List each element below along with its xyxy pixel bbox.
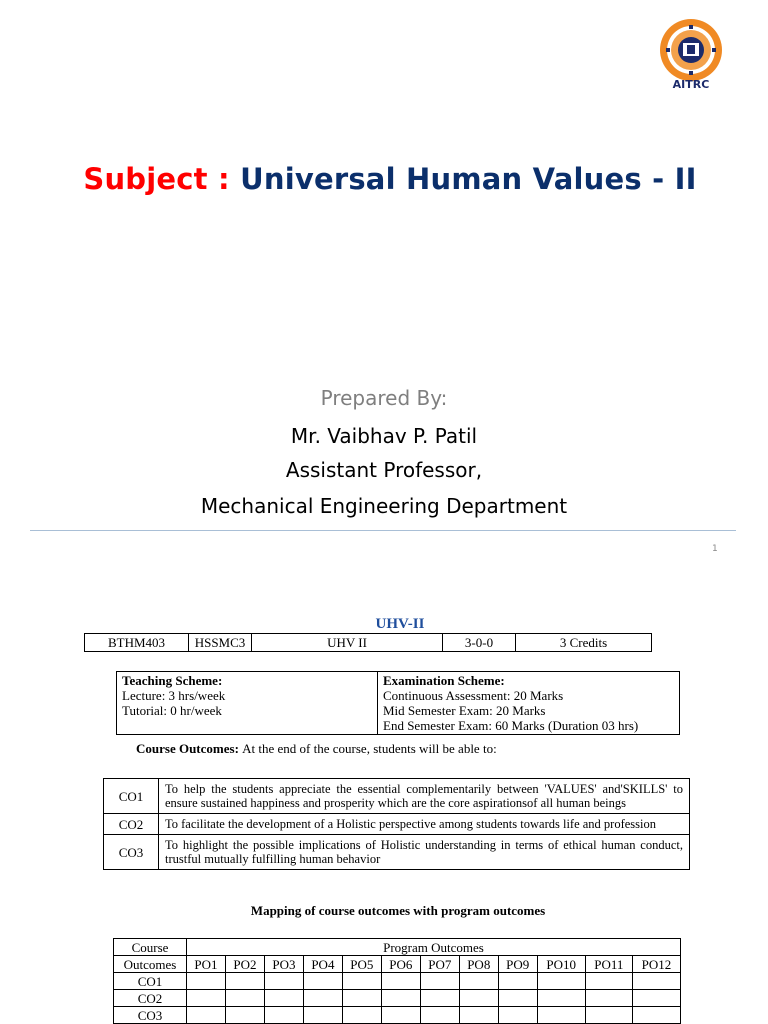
presenter-designation: Assistant Professor,	[285, 458, 483, 482]
table-row	[104, 814, 690, 835]
teaching-scheme-heading: Teaching Scheme:	[122, 673, 223, 688]
program-outcomes-header: Program Outcomes	[187, 939, 681, 956]
co-text: To facilitate the development of a Holistic perspective among students towards life and profession	[159, 814, 690, 835]
course-outcomes-table	[103, 778, 690, 870]
co-code: CO2	[104, 814, 159, 835]
po-header: PO2	[225, 956, 264, 973]
teaching-scheme-cell	[117, 672, 378, 735]
co-code: CO1	[104, 779, 159, 814]
table-header-row	[114, 939, 681, 956]
po-header: PO8	[459, 956, 498, 973]
course-title: UHV-II	[375, 616, 425, 632]
po-header: PO12	[632, 956, 680, 973]
course-short-name: UHV II	[252, 634, 443, 652]
examination-scheme-cell	[378, 672, 680, 735]
po-header: PO9	[498, 956, 537, 973]
page-number: 1	[712, 544, 718, 554]
course-ltp: 3-0-0	[443, 634, 516, 652]
po-header: PO10	[537, 956, 585, 973]
po-header: PO3	[264, 956, 303, 973]
po-header: PO11	[585, 956, 632, 973]
co-text: To highlight the possible implications of Holistic understanding in terms of ethical human conduct, trustful mutually fulfilling human behavior	[159, 835, 690, 870]
table-row	[104, 835, 690, 870]
table-row	[117, 672, 680, 735]
course-code: BTHM403	[85, 634, 189, 652]
subject-name: Universal Human Values - II	[240, 162, 697, 196]
examination-line: End Semester Exam: 60 Marks (Duration 03 hrs)	[383, 718, 639, 733]
course-outcomes-intro: At the end of the course, students will be able to:	[242, 741, 497, 756]
subject-label: Subject :	[83, 162, 230, 196]
co-row-label: CO1	[114, 973, 187, 990]
prepared-by-label: Prepared By:	[320, 386, 448, 410]
co-row-label: CO3	[114, 1007, 187, 1024]
mapping-heading: Mapping of course outcomes with program outcomes	[250, 903, 546, 918]
course-category: HSSMC3	[189, 634, 252, 652]
po-header: PO5	[342, 956, 381, 973]
presenter-name: Mr. Vaibhav P. Patil	[290, 424, 478, 448]
slide-title	[0, 162, 768, 196]
outcomes-header: Outcomes	[114, 956, 187, 973]
examination-line: Mid Semester Exam: 20 Marks	[383, 703, 546, 718]
logo-text: AITRC	[672, 78, 710, 91]
table-row	[114, 973, 681, 990]
scheme-table	[116, 671, 680, 735]
table-row	[114, 990, 681, 1007]
table-header-row	[114, 956, 681, 973]
po-header: PO4	[303, 956, 342, 973]
co-code: CO3	[104, 835, 159, 870]
presenter-department: Mechanical Engineering Department	[200, 494, 568, 518]
course-outcomes-heading	[136, 741, 497, 757]
course-outcomes-label: Course Outcomes:	[136, 741, 239, 756]
course-credits: 3 Credits	[516, 634, 652, 652]
co-po-mapping-table	[113, 938, 681, 1024]
po-header: PO1	[187, 956, 226, 973]
co-text: To help the students appreciate the essential complementarily between 'VALUES' and'SKILLS' to ensure sustained happiness and prosperity which are the core aspirationsof all human beings	[159, 779, 690, 814]
po-header: PO7	[420, 956, 459, 973]
table-row	[104, 779, 690, 814]
teaching-line: Lecture: 3 hrs/week	[122, 688, 226, 703]
course-header: Course	[114, 939, 187, 956]
examination-line: Continuous Assessment: 20 Marks	[383, 688, 564, 703]
table-row	[114, 1007, 681, 1024]
table-row	[85, 634, 652, 652]
co-row-label: CO2	[114, 990, 187, 1007]
po-header: PO6	[381, 956, 420, 973]
course-code-table	[84, 633, 652, 652]
slide-divider	[30, 530, 736, 531]
examination-scheme-heading: Examination Scheme:	[383, 673, 505, 688]
teaching-line: Tutorial: 0 hr/week	[122, 703, 222, 718]
